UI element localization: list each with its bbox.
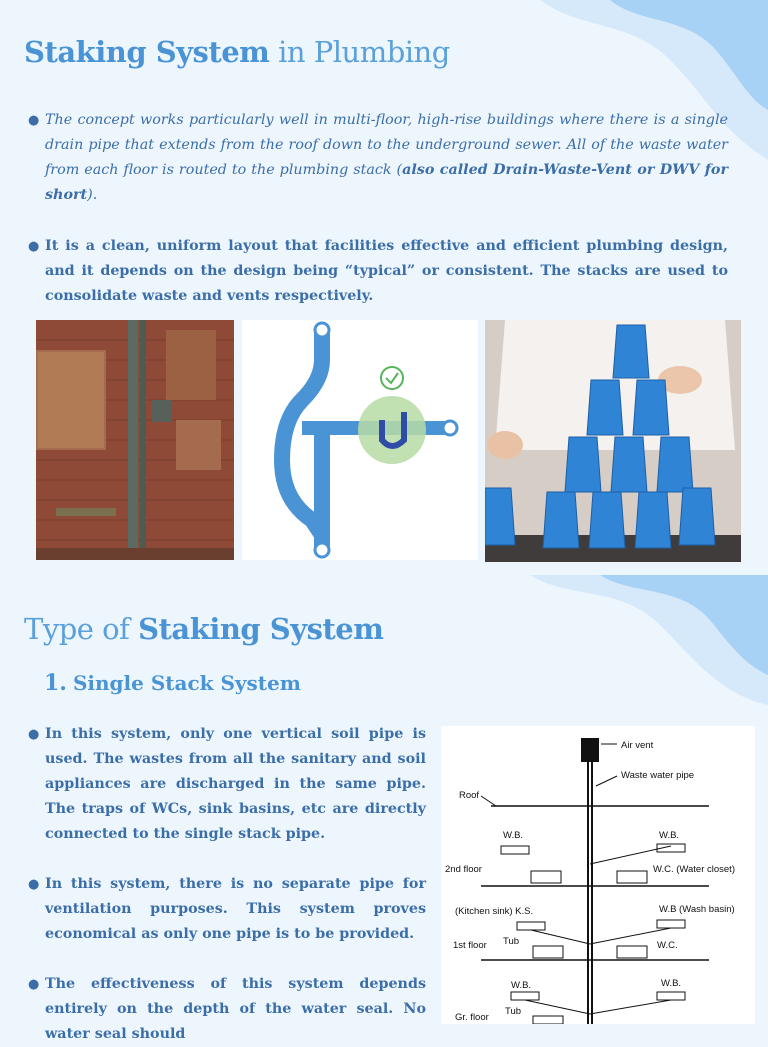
- label-ground-floor: Gr. floor: [455, 1012, 489, 1023]
- section-title: Type of Staking System: [24, 612, 384, 646]
- label-roof: Roof: [459, 790, 480, 801]
- label-waste-pipe: Waste water pipe: [621, 770, 695, 781]
- bullet-icon: ●: [28, 239, 40, 254]
- label-tub-1: Tub: [503, 936, 520, 947]
- page-type-of-staking: [0, 570, 768, 1042]
- label-air-vent: Air vent: [621, 740, 654, 751]
- bullet-paragraph-single-2: ● In this system, there is no separate pipe for ventilation purposes. This system proves economical as only one pipe is to be provided.: [28, 872, 426, 947]
- pipe-stack-diagram: [242, 320, 478, 560]
- bullet-icon: ●: [28, 877, 40, 892]
- single-stack-diagram: [441, 726, 755, 1024]
- label-kitchen-sink: (Kitchen sink) K.S.: [455, 906, 534, 917]
- label-second-floor: 2nd floor: [445, 864, 482, 875]
- label-wb-right-2: W.B.: [659, 830, 680, 841]
- label-first-floor: 1st floor: [453, 940, 487, 951]
- bullet-icon: ●: [28, 113, 40, 128]
- bullet-paragraph-2: ● It is a clean, uniform layout that facilities effective and efficient plumbing design, and it depends on the design being “typical” or consistent. The stacks are used to consolidate waste and vents respectively.: [28, 234, 728, 309]
- bullet-icon: ●: [28, 727, 40, 742]
- label-tub-0: Tub: [505, 1006, 522, 1017]
- bullet-paragraph-1: ● The concept works particularly well in multi-floor, high-rise buildings where there is a single drain pipe that extends from the roof down to the underground sewer. All of the waste water from each floor is routed to the plumbing stack (also called Drain-Waste-Vent or DWV for short).: [28, 108, 728, 208]
- bullet-paragraph-single-3: ● The effectiveness of this system depends entirely on the depth of the water seal. No water seal should: [28, 972, 426, 1047]
- label-wash-basin: W.B (Wash basin): [659, 904, 735, 915]
- subsection-title: 1. Single Stack System: [44, 670, 301, 696]
- bullet-paragraph-single-1: ● In this system, only one vertical soil pipe is used. The wastes from all the sanitary and soil appliances are discharged in the same pipe. The traps of WCs, sink basins, etc are directly connected to the single stack pipe.: [28, 722, 426, 847]
- label-wc: W.C.: [657, 940, 678, 951]
- cup-stacking-photo: [485, 320, 741, 562]
- label-wb-left-0: W.B.: [511, 980, 532, 991]
- label-wb-left-2: W.B.: [503, 830, 524, 841]
- label-wb-right-0: W.B.: [661, 978, 682, 989]
- label-wc-closet: W.C. (Water closet): [653, 864, 735, 875]
- page-title: Staking System in Plumbing: [24, 35, 450, 69]
- bullet-icon: ●: [28, 977, 40, 992]
- brick-wall-pipes-photo: [36, 320, 234, 560]
